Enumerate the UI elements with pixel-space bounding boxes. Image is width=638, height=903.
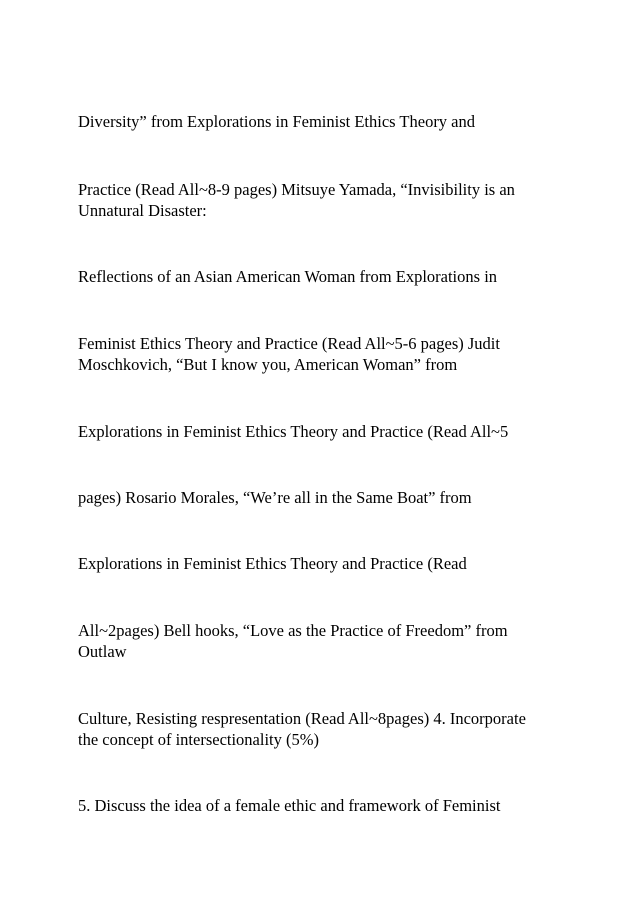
text-line: Moschkovich, “But I know you, American Woman” from [78,355,458,374]
text-line: Feminist Ethics Theory and Practice (Read All~5-6 pages) Judit [78,334,500,353]
text-line: Explorations in Feminist Ethics Theory and Practice (Read [78,554,467,573]
paragraph [78,333,598,375]
text-line: 5. Discuss the idea of a female ethic and framework of Feminist [78,796,501,815]
text-line: Explorations in Feminist Ethics Theory and Practice (Read All~5 [78,422,509,441]
paragraph [78,111,598,132]
text-line: Reflections of an Asian American Woman from Explorations in [78,267,498,286]
paragraph [78,708,598,750]
text-line: the concept of intersectionality (5%) [78,730,319,749]
text-line: pages) Rosario Morales, “We’re all in the Same Boat” from [78,488,472,507]
paragraph [78,795,598,816]
paragraph [78,620,598,662]
paragraph [78,266,598,287]
text-line: Unnatural Disaster: [78,201,207,220]
paragraph [78,487,598,508]
text-line: Diversity” from Explorations in Feminist Ethics Theory and [78,112,476,131]
paragraph [78,553,598,574]
paragraph [78,179,598,221]
text-line: Outlaw [78,642,127,661]
text-line: All~2pages) Bell hooks, “Love as the Practice of Freedom” from [78,621,508,640]
text-line: Culture, Resisting respresentation (Read All~8pages) 4. Incorporate [78,709,526,728]
text-line: Practice (Read All~8-9 pages) Mitsuye Yamada, “Invisibility is an [78,180,515,199]
paragraph [78,421,598,442]
